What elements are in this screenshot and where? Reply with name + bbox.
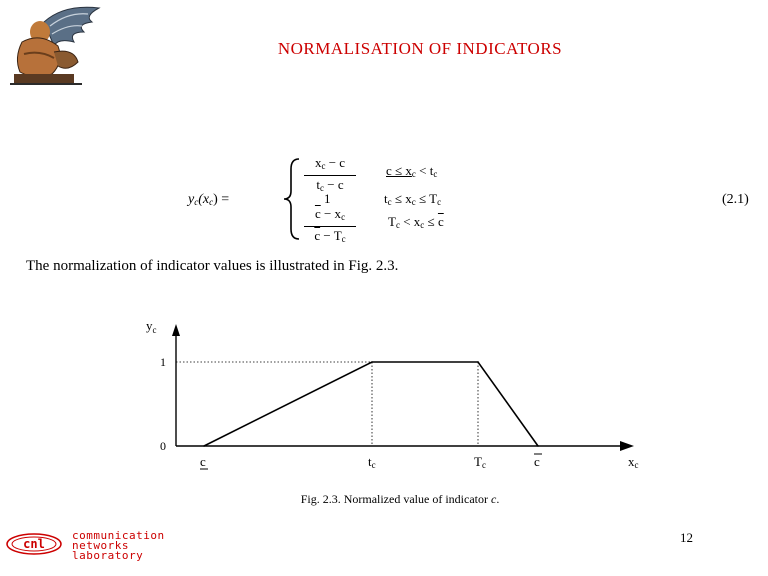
y-axis-arrow xyxy=(172,324,180,336)
left-brace xyxy=(281,157,303,246)
equation-number: (2.1) xyxy=(722,192,749,207)
x-tick-label-1: tc xyxy=(368,454,376,470)
x-tick-label-2: Tc xyxy=(474,454,486,470)
page-title: NORMALISATION OF INDICATORS xyxy=(277,39,563,58)
x-axis-label: xc xyxy=(628,454,639,470)
case2-condition: $t_c \le x_c \le T_c$ xyxy=(384,191,442,207)
case2-value: 1 xyxy=(324,191,331,206)
data-point-0 xyxy=(203,445,205,447)
equation-lhs: $y_c(x_c)$ = xyxy=(188,192,230,207)
data-point-1 xyxy=(371,361,373,363)
y-tick-label-0: 0 xyxy=(160,439,166,453)
cnl-logo-icon xyxy=(4,530,68,565)
body-text: The normalization of indicator values is illustrated in Fig. 2.3. xyxy=(26,258,399,274)
normalization-chart xyxy=(0,310,768,485)
data-point-2 xyxy=(477,361,479,363)
case1-fraction: $x_c - c$ $t_c - c$ xyxy=(304,155,356,196)
page-number: 12 xyxy=(680,530,693,545)
case1-condition: $c \le x_c < t_c$ xyxy=(386,163,438,179)
figure-caption: Fig. 2.3. Normalized value of indicator c. xyxy=(300,492,500,506)
series-line xyxy=(204,362,538,446)
case3-condition: $T_c < x_c \le \overline{c}$ xyxy=(388,214,444,230)
cnl-logo-text: cnl xyxy=(23,537,45,551)
y-tick-label-1: 1 xyxy=(160,355,166,369)
x-tick-label-3: c xyxy=(534,454,540,469)
lab-name: communication networks laboratory xyxy=(72,529,165,562)
y-axis-label: $y_c$ xyxy=(146,318,157,335)
x-tick-label-0: c xyxy=(200,454,206,469)
data-point-3 xyxy=(537,445,539,447)
x-axis-arrow xyxy=(620,441,634,451)
case3-fraction: $\overline{c} - x_c$ $\overline{c} - T_c$ xyxy=(304,206,356,247)
